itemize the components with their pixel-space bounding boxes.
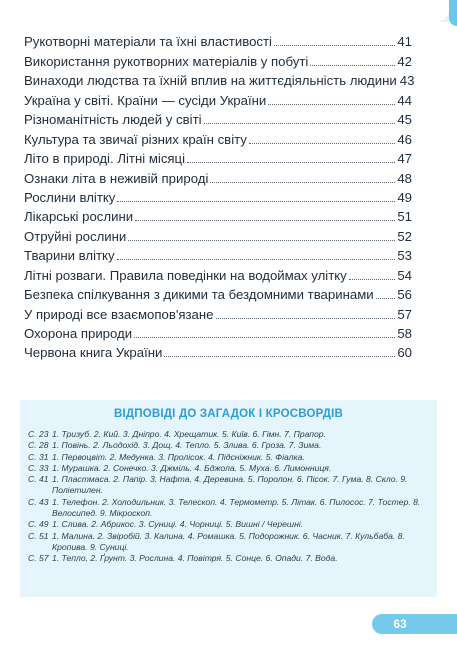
answer-page-ref: С. 57: [28, 553, 49, 564]
toc-entry-title: Літо в природі. Літні місяці: [24, 151, 186, 167]
toc-entry[interactable]: [24, 88, 412, 107]
toc-leader-dots: [204, 122, 395, 124]
toc-leader-dots: [128, 239, 395, 241]
toc-entry-page: 48: [397, 170, 412, 186]
toc-leader-dots: [117, 200, 395, 202]
toc-entry[interactable]: [24, 186, 412, 205]
toc-leader-dots: [349, 278, 395, 280]
toc-entry[interactable]: [24, 108, 412, 127]
answer-item: [28, 553, 430, 564]
toc-entry-page: 60: [397, 345, 412, 361]
toc-entry[interactable]: [24, 205, 412, 224]
toc-entry[interactable]: [24, 147, 412, 166]
toc-entry-page: 53: [397, 248, 412, 264]
toc-entry-title: Культура та звичаї різних країн світу: [24, 131, 247, 147]
toc-entry-title: Безпека спілкування з дикими та бездомними тваринами: [24, 287, 374, 303]
answer-text: 1. Слива. 2. Абрикос. 3. Суниці. 4. Чорниці. 5. Вишні / Черешні.: [52, 519, 304, 530]
toc-entry[interactable]: [24, 322, 412, 341]
toc-entry[interactable]: [24, 49, 412, 68]
answer-item: [28, 497, 430, 520]
answer-item: [28, 531, 430, 554]
answer-text: 1. Мурашка. 2. Сонечко. 3. Джміль. 4. Бджола. 5. Муха. 6. Лимонниця.: [52, 462, 332, 473]
answer-page-ref: С. 49: [28, 519, 49, 530]
answer-item: [28, 452, 430, 463]
toc-entry-title: Рукотворні матеріали та їхні властивості: [24, 34, 272, 50]
toc-entry-title: Використання рукотворних матеріалів у побуті: [24, 53, 309, 69]
toc-leader-dots: [268, 103, 395, 105]
toc-entry-page: 56: [397, 287, 412, 303]
toc-entry-page: 52: [397, 228, 412, 244]
toc-entry-title: Отруйні рослини: [24, 228, 127, 244]
toc-entry-page: 45: [397, 112, 412, 128]
toc-entry-title: Різноманітність людей у світі: [24, 112, 202, 128]
toc-entry-page: 47: [397, 151, 412, 167]
toc-entry[interactable]: [24, 244, 412, 263]
answer-text: 1. Тепло. 2. Ґрунт. 3. Рослина. 4. Повітря. 5. Сонце. 6. Опади. 7. Вода.: [52, 553, 338, 564]
answer-item: [28, 440, 430, 451]
toc-entry-page: 54: [397, 267, 412, 283]
toc-leader-dots: [134, 336, 395, 338]
toc-leader-dots: [135, 219, 395, 221]
toc-leader-dots: [249, 142, 395, 144]
toc-leader-dots: [216, 317, 395, 319]
toc-entry[interactable]: [24, 302, 412, 321]
toc-leader-dots: [376, 297, 395, 299]
page-number: 63: [393, 617, 407, 631]
answer-item: [28, 429, 430, 440]
toc-entry-title: Ознаки літа в неживій природі: [24, 170, 209, 186]
toc-entry-title: Винаходи людства та їхній вплив на життєдіяльність людини: [24, 73, 397, 89]
answers-box: [20, 400, 437, 597]
toc-entry[interactable]: [24, 224, 412, 243]
toc-entry[interactable]: [24, 341, 412, 360]
toc-entry[interactable]: [24, 263, 412, 282]
answer-page-ref: С. 41: [28, 474, 49, 485]
table-of-contents: [24, 30, 415, 361]
toc-entry-title: Рослини влітку: [24, 189, 116, 205]
answer-page-ref: С. 31: [28, 451, 49, 462]
toc-leader-dots: [187, 161, 395, 163]
answer-page-ref: С. 28: [28, 440, 49, 451]
answer-item: [28, 463, 430, 474]
toc-entry-page: 57: [397, 306, 412, 322]
answer-text: 1. Пластмаса. 2. Папір. 3. Нафта. 4. Деревина. 5. Поролон. 6. Пісок. 7. Гума. 8. Скло. 9. Поліетилен.: [52, 474, 408, 496]
toc-entry-page: 51: [397, 209, 412, 225]
toc-entry-title: Лікарські рослини: [24, 209, 134, 225]
toc-entry-title: Червона книга України: [24, 345, 163, 361]
toc-entry[interactable]: [24, 166, 412, 185]
answer-text: 1. Первоцвіт. 2. Медунка. 3. Пролісок. 4. Підсніжник. 5. Фіалка.: [52, 451, 305, 462]
answers-list: [28, 429, 430, 565]
toc-leader-dots: [117, 258, 395, 260]
toc-entry-title: Україна у світі. Країни — сусіди України: [24, 92, 267, 108]
toc-entry-title: Літні розваги. Правила поведінки на водоймах улітку: [24, 267, 347, 283]
toc-entry-page: 49: [397, 189, 412, 205]
toc-entry-title: Охорона природи: [24, 326, 133, 341]
toc-leader-dots: [310, 64, 395, 66]
toc-entry-page: 42: [397, 53, 412, 69]
answer-text: 1. Повінь. 2. Льодохід. 3. Дощ. 4. Тепло. 5. Злива. 6. Гроза. 7. Зима.: [52, 440, 322, 451]
toc-entry-page: 43: [399, 73, 415, 89]
answer-page-ref: С. 33: [28, 462, 49, 473]
toc-entry[interactable]: [24, 127, 412, 146]
page-top-edge: [0, 0, 450, 22]
answer-page-ref: С. 51: [28, 530, 49, 541]
answer-text: 1. Тризуб. 2. Кий. 3. Дніпро. 4. Хрещатик. 5. Київ. 6. Гімн. 7. Прапор.: [52, 429, 326, 439]
toc-entry[interactable]: [24, 69, 415, 89]
corner-tab: [449, 0, 457, 26]
toc-entry-title: У природі все взаємопов'язане: [24, 306, 214, 322]
toc-leader-dots: [164, 355, 395, 357]
toc-entry-title: Тварини влітку: [24, 248, 115, 264]
toc-leader-dots: [274, 44, 395, 46]
toc-leader-dots: [210, 181, 395, 183]
toc-entry[interactable]: [24, 283, 412, 302]
toc-entry-page: 41: [397, 34, 412, 50]
toc-entry-page: 58: [397, 326, 412, 341]
toc-entry-page: 46: [397, 131, 412, 147]
toc-entry[interactable]: [24, 30, 412, 49]
answer-text: 1. Телефон. 2. Холодильник. 3. Телескоп. 4. Термометр. 5. Літак. 6. Пилосос. 7. Тостер. 8. Велосипед. 9. Мікроскоп.: [52, 496, 421, 519]
answer-page-ref: С. 23: [28, 429, 49, 439]
answer-text: 1. Малина. 2. Звіробій. 3. Калина. 4. Ромашка. 5. Подорожник. 6. Часник. 7. Кульбаба. 8. Кропива. 9. Суниці.: [52, 530, 405, 552]
answer-item: [28, 474, 430, 497]
answer-page-ref: С. 43: [28, 496, 49, 507]
answers-title: ВІДПОВІДІ ДО ЗАГАДОК І КРОСВОРДІВ: [113, 408, 344, 420]
toc-entry-page: 44: [397, 92, 412, 108]
answer-item: [28, 519, 430, 530]
